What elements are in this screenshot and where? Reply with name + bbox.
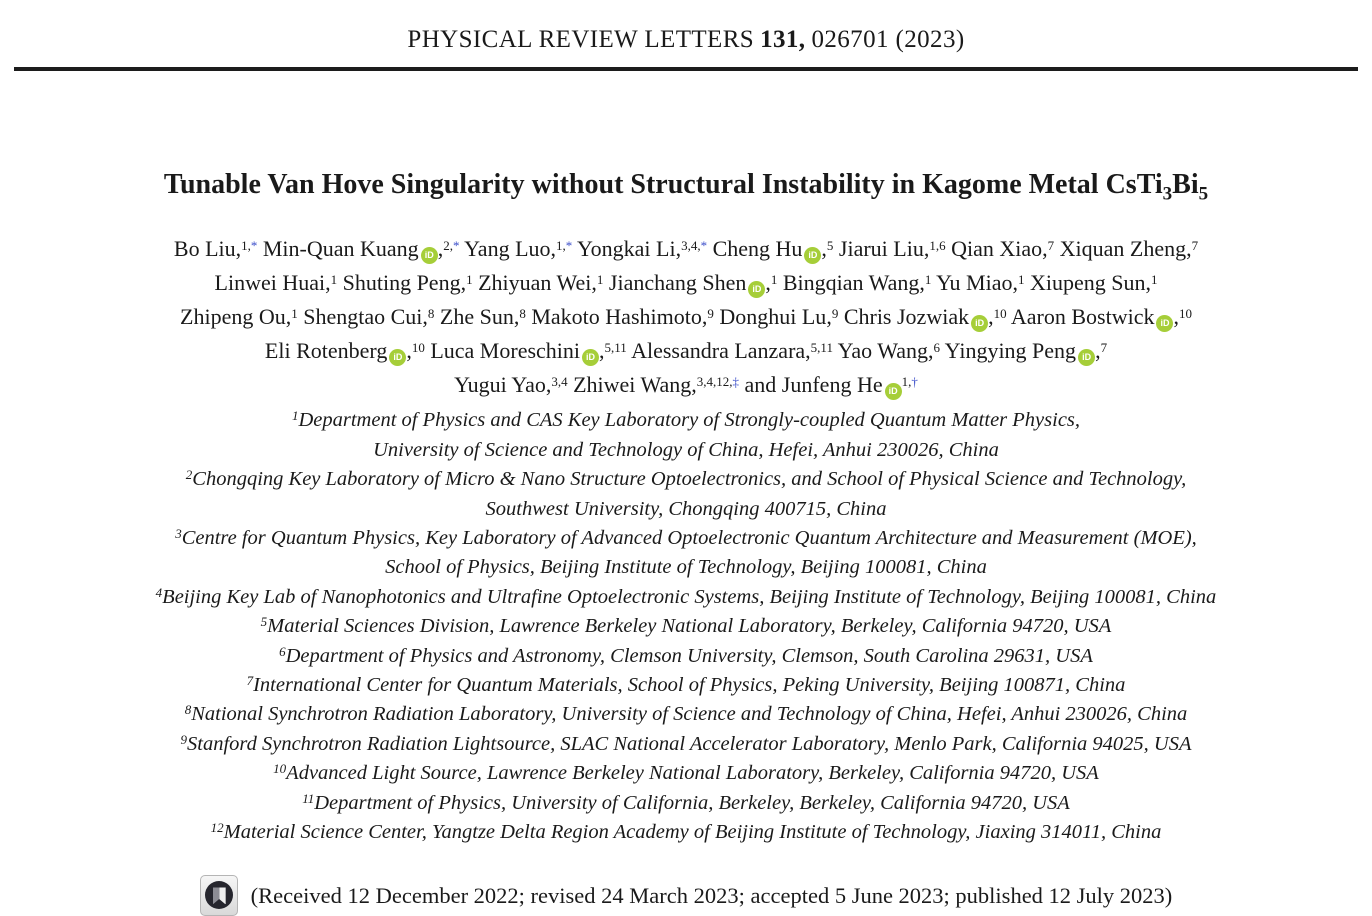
- affiliation: $^9$Stanford Synchrotron Radiation Lightsource, SLAC National Accelerator Laboratory, Menlo Park, California 94025, USA: [180, 731, 1192, 755]
- author-line: [0, 232, 1372, 266]
- affiliation: $^{11}$Department of Physics, University of California, Berkeley, Berkeley, California 94720, USA: [302, 790, 1070, 814]
- author: Jianchang Shen iD ,$^1$: [609, 270, 777, 295]
- author-superscript: 7: [1047, 238, 1055, 254]
- affiliation: $^4$Beijing Key Lab of Nanophotonics and Ultrafine Optoelectronic Systems, Beijing Institute of Technology, Beijing 100081, China: [155, 584, 1217, 608]
- author: Chris Jozwiak iD ,$^{10}$: [844, 304, 1007, 329]
- footnote-link[interactable]: †: [911, 374, 918, 390]
- affiliation: $^6$Department of Physics and Astronomy, Clemson University, Clemson, South Carolina 29631, USA: [279, 643, 1093, 667]
- crossmark-icon[interactable]: [200, 875, 238, 916]
- author-superscript: 5: [826, 238, 834, 254]
- affiliation-superscript: 4: [155, 584, 163, 600]
- author: Alessandra Lanzara,$^{5,11}$: [631, 338, 833, 364]
- affiliation: $^3$Centre for Quantum Physics, Key Laboratory of Advanced Optoelectronic Quantum Architecture and Measurement (MOE), School of Physics, Beijing Institute of Technology, Beijing 100081, China: [175, 526, 1197, 579]
- author: Min-Quan Kuang iD ,$^{2,*}$: [263, 236, 460, 261]
- author-superscript: 1: [291, 306, 298, 322]
- author: Qian Xiao,$^7$: [951, 236, 1055, 262]
- orcid-icon[interactable]: iD: [804, 247, 821, 264]
- affiliation: $^{12}$Material Science Center, Yangtze Delta Region Academy of Beijing Institute of Technology, Jiaxing 314011, China: [210, 820, 1162, 844]
- affiliation-superscript: 7: [246, 673, 254, 689]
- author: Shuting Peng,$^1$: [342, 270, 473, 296]
- title-text: Bi: [1172, 169, 1199, 200]
- author: Shengtao Cui,$^8$: [303, 304, 435, 330]
- author-line: [0, 368, 1372, 402]
- author-superscript: 1: [924, 272, 932, 288]
- paper-title: [20, 167, 1352, 206]
- orcid-icon[interactable]: iD: [1156, 315, 1173, 332]
- author-superscript: 10: [1178, 306, 1192, 322]
- author-superscript: 1,*: [556, 238, 573, 254]
- affiliation: $^2$Chongqing Key Laboratory of Micro & Nano Structure Optoelectronics, and School of Physical Science and Technology, Southwest University, Chongqing 400715, China: [185, 467, 1187, 520]
- orcid-icon[interactable]: iD: [971, 315, 988, 332]
- affiliation-superscript: 6: [279, 643, 286, 659]
- affiliation: $^1$Department of Physics and CAS Key Laboratory of Strongly-coupled Quantum Matter Physics, University of Science and Technology of China, Hefei, Anhui 230026, China: [291, 408, 1081, 461]
- author: Zhipeng Ou,$^1$: [180, 304, 298, 330]
- author: Linwei Huai,$^1$: [214, 270, 338, 296]
- orcid-icon[interactable]: iD: [885, 383, 902, 400]
- author-superscript: 6: [933, 340, 940, 356]
- footnote-link[interactable]: ‡: [732, 374, 740, 390]
- orcid-icon[interactable]: iD: [389, 349, 406, 366]
- article-number: 026701 (2023): [811, 26, 965, 53]
- author: Yingying Peng iD ,$^7$: [945, 338, 1107, 363]
- orcid-icon[interactable]: iD: [748, 281, 765, 298]
- author-superscript: 1,6: [929, 238, 946, 254]
- title-subscript: 3: [1162, 183, 1173, 205]
- received-dates: (Received 12 December 2022; revised 24 March 2023; accepted 5 June 2023; published 12 July 2023): [250, 882, 1173, 908]
- author: Bingqian Wang,$^1$: [782, 270, 932, 296]
- author-superscript: 2,*: [443, 238, 460, 254]
- author-superscript: 8: [427, 306, 435, 322]
- author: Zhe Sun,$^8$: [439, 304, 526, 330]
- author: Luca Moreschini iD ,$^{5,11}$: [430, 338, 626, 363]
- affiliation-superscript: 5: [260, 614, 268, 630]
- affiliation-list: [0, 406, 1372, 847]
- author-line: [0, 300, 1372, 334]
- author-superscript: 1,*: [241, 238, 258, 254]
- author-superscript: 10: [411, 340, 425, 356]
- author-superscript: 9: [831, 306, 839, 322]
- author-superscript: 7: [1100, 340, 1108, 356]
- affiliation-superscript: 9: [180, 731, 187, 747]
- author-superscript: 1: [596, 272, 604, 288]
- author: Xiupeng Sun,$^1$: [1029, 270, 1158, 296]
- affiliation: $^8$National Synchrotron Radiation Laboratory, University of Science and Technology of China, Hefei, Anhui 230026, China: [184, 702, 1188, 726]
- author-superscript: 3,4,*: [681, 238, 708, 254]
- author-line: [0, 334, 1372, 368]
- affiliation-superscript: 3: [175, 526, 182, 542]
- author-superscript: 1,†: [901, 374, 918, 390]
- author-superscript: 3,4,12,‡: [696, 374, 740, 390]
- author: Yongkai Li,$^{3,4,*}$: [576, 236, 708, 262]
- orcid-icon[interactable]: iD: [582, 349, 599, 366]
- affiliation-superscript: 2: [185, 467, 193, 483]
- author-superscript: 1: [466, 272, 473, 288]
- author: Aaron Bostwick iD ,$^{10}$: [1011, 304, 1192, 329]
- author-superscript: 1: [1017, 272, 1025, 288]
- title-subscript: 5: [1198, 183, 1209, 205]
- author-superscript: 9: [707, 306, 714, 322]
- author-superscript: 1: [330, 272, 338, 288]
- received-row: [0, 875, 1372, 916]
- author: and Junfeng He $iD^{1,\dagger}$: [745, 372, 918, 397]
- author-superscript: 10: [993, 306, 1007, 322]
- author-superscript: 1: [1150, 272, 1158, 288]
- journal-name: PHYSICAL REVIEW LETTERS: [407, 26, 755, 53]
- author: Yu Miao,$^1$: [936, 270, 1025, 296]
- author: Zhiyuan Wei,$^1$: [478, 270, 604, 296]
- author: Yao Wang,$^6$: [837, 338, 940, 364]
- affiliation-superscript: 10: [273, 761, 287, 777]
- author-list: [0, 232, 1372, 402]
- author-superscript: 5,11: [810, 340, 833, 356]
- affiliation-superscript: 8: [184, 702, 192, 718]
- author: Yang Luo,$^{1,*}$: [464, 236, 573, 262]
- affiliation-superscript: 1: [291, 408, 299, 424]
- author: Xiquan Zheng,$^7$: [1059, 236, 1199, 262]
- author: Donghui Lu,$^9$: [719, 304, 839, 330]
- author-superscript: 5,11: [604, 340, 627, 356]
- journal-volume: 131,: [760, 26, 806, 53]
- journal-header: [0, 26, 1372, 54]
- affiliation-superscript: 11: [302, 790, 315, 806]
- author-superscript: 1: [770, 272, 778, 288]
- affiliation: $^7$International Center for Quantum Materials, School of Physics, Peking University, Beijing 100871, China: [246, 673, 1126, 697]
- title-text: Tunable Van Hove Singularity without Structural Instability in Kagome Metal CsTi: [163, 169, 1163, 200]
- header-rule: [14, 67, 1358, 71]
- affiliation: $^5$Material Sciences Division, Lawrence Berkeley National Laboratory, Berkeley, California 94720, USA: [260, 614, 1112, 638]
- author: Jiarui Liu,$^{1,6}$: [838, 236, 946, 262]
- author-line: [0, 266, 1372, 300]
- orcid-icon[interactable]: iD: [1078, 349, 1095, 366]
- author: Makoto Hashimoto,$^9$: [531, 304, 714, 330]
- footnote-link[interactable]: *: [452, 238, 460, 254]
- author: Cheng Hu iD ,$^5$: [713, 236, 834, 261]
- affiliation-superscript: 12: [210, 820, 224, 836]
- affiliation: $^{10}$Advanced Light Source, Lawrence Berkeley National Laboratory, Berkeley, California 94720, USA: [273, 761, 1099, 785]
- author: Zhiwei Wang,$^{3,4,12,\ddagger}$: [573, 372, 740, 398]
- orcid-icon[interactable]: iD: [421, 247, 438, 264]
- author-superscript: 8: [519, 306, 526, 322]
- author-superscript: 3,4: [551, 374, 568, 390]
- footnote-link[interactable]: *: [250, 238, 258, 254]
- footnote-link[interactable]: *: [565, 238, 573, 254]
- author: Eli Rotenberg iD ,$^{10}$: [265, 338, 425, 363]
- author-superscript: 7: [1191, 238, 1199, 254]
- author: Yugui Yao,$^{3,4}$: [454, 372, 568, 398]
- author: Bo Liu,$^{1,*}$: [173, 236, 258, 262]
- footnote-link[interactable]: *: [700, 238, 708, 254]
